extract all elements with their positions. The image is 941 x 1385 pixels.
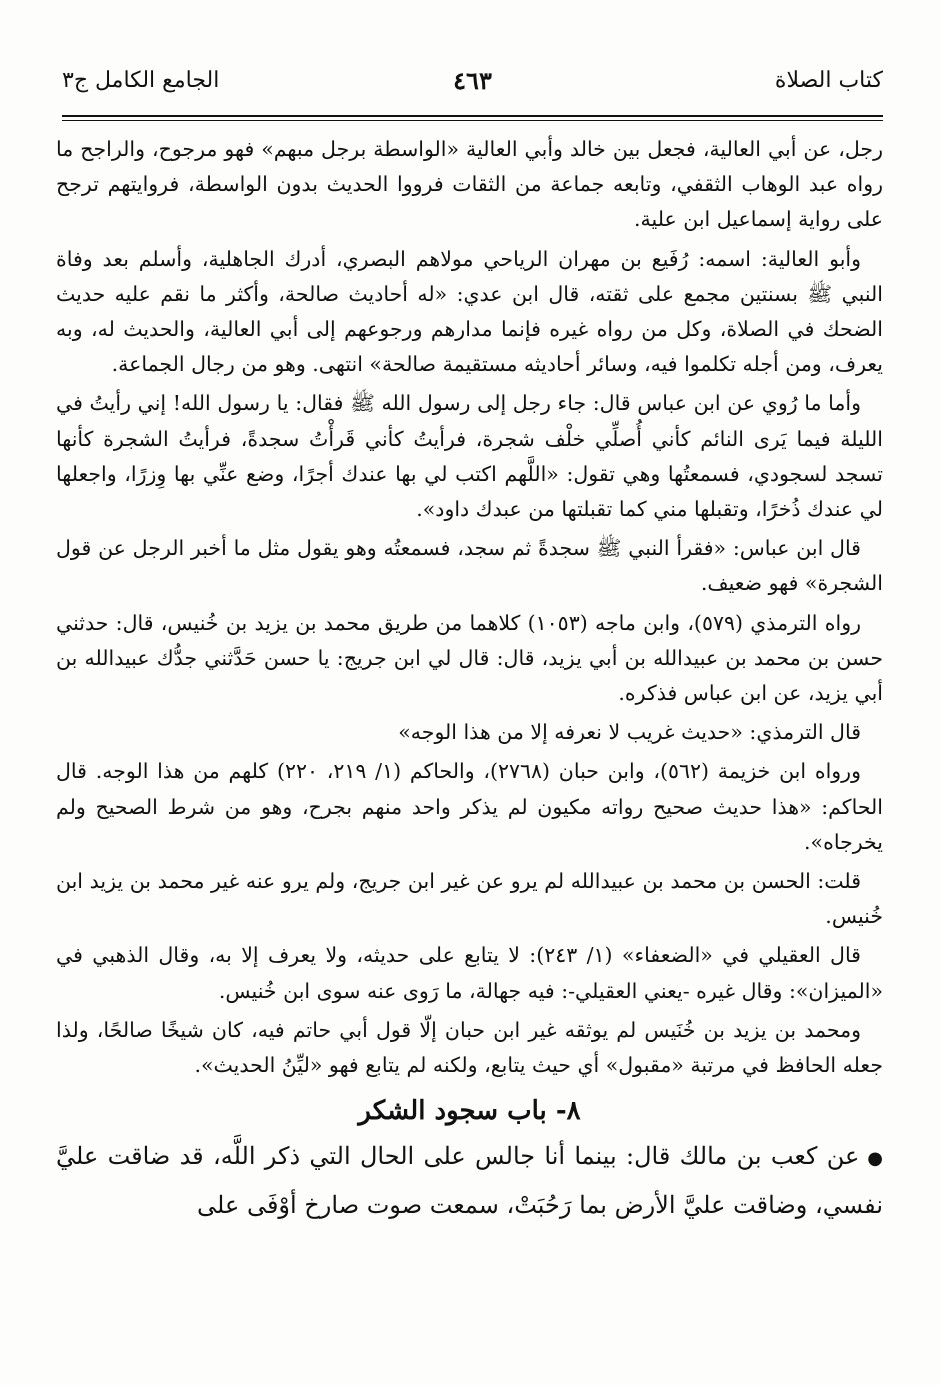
page-body [56,132,883,1232]
paragraph: قلت: الحسن بن محمد بن عبيدالله لم يرو عن غير ابن جريج، ولم يرو عنه غير محمد بن يزيد ابن خُنيس. [56,869,883,929]
header-section-title: كتاب الصلاة [774,68,883,93]
bullet-icon: ● [867,1148,883,1170]
page-number: ٤٦٣ [453,66,492,95]
paragraph: قال ابن عباس: «فقرأ النبي ﷺ سجدةً ثم سجد، فسمعتُه وهو يقول مثل ما أخبر الرجل عن قول الشجرة» فهو ضعيف. [56,536,883,596]
paragraph: رجل، عن أبي العالية، فجعل بين خالد وأبي العالية «الواسطة برجل مبهم» فهو مرجوح، والراجح ما رواه عبد الوهاب الثقفي، وتابعه جماعة من الثقات فرووا الحديث بدون الواسطة، فروايتهم ترجح على رواية إسماعيل ابن علية. [56,137,883,232]
hadith-text: عن كعب بن مالك قال: بينما أنا جالس على الحال التي ذكر اللَّه، قد ضاقت عليَّ نفسي، وضاقت عليَّ الأرض بما رَحُبَتْ، سمعت صوت صارخ أوْفَى على [56,1142,883,1220]
hadith-paragraph [56,1133,883,1228]
paragraph: وأبو العالية: اسمه: رُفَيع بن مهران الرياحي مولاهم البصري، أدرك الجاهلية، وأسلم بعد وفاة النبي ﷺ بسنتين مجمع على ثقته، قال ابن عدي: «له أحاديث صالحة، وأكثر ما نقم عليه حديث الضحك في الصلاة، وكل من رواه غيره فإنما مدارهم ورجوعهم إلى أبي العالية، والحديث له، وبه يعرف، ومن أجله تكلموا فيه، وسائر أحاديثه مستقيمة صالحة» انتهى. وهو من رجال الجماعة. [56,246,883,377]
paragraph: ومحمد بن يزيد بن خُنَيس لم يوثقه غير ابن حبان إلّا قول أبي حاتم فيه، كان شيخًا صالحًا، ولذا جعله الحافظ في مرتبة «مقبول» أي حيث يتابع، ولكنه لم يتابع فهو «ليِّنُ الحديث». [56,1017,883,1078]
page-header [62,62,883,110]
paragraph: قال العقيلي في «الضعفاء» (١/ ٢٤٣): لا يتابع على حديثه، ولا يعرف إلا به، وقال الذهبي في «الميزان»: وقال غيره -يعني العقيلي-: فيه جهالة، ما رَوى عنه سوى ابن خُنيس. [56,943,883,1003]
paragraph: ورواه ابن خزيمة (٥٦٢)، وابن حبان (٢٧٦٨)، والحاكم (١/ ٢١٩، ٢٢٠) كلهم من هذا الوجه. قال الحاكم: «هذا حديث صحيح رواته مكيون لم يذكر واحد منهم بجرح، وهو من شرط الصحيح ولم يخرجاه». [56,759,883,854]
header-book-title: الجامع الكامل ج٣ [62,68,220,93]
paragraph: رواه الترمذي (٥٧٩)، وابن ماجه (١٠٥٣) كلاهما من طريق محمد بن يزيد بن خُنيس، قال: حدثني حسن بن محمد بن عبيدالله بن أبي يزيد، قال: قال لي ابن جريج: يا حسن حَدَّثني جدُّك عبيدالله بن أبي يزيد، عن ابن عباس فذكره. [56,610,883,706]
paragraph: قال الترمذي: «حديث غريب لا نعرفه إلا من هذا الوجه» [398,720,861,745]
paragraph: وأما ما رُوي عن ابن عباس قال: جاء رجل إلى رسول الله ﷺ فقال: يا رسول الله! إني رأيتُ في الليلة فيما يَرى النائم كأني أُصلِّي خلْف شجرة، فرأيتُ كأني قَرأْتُ سجدةً، فرأيتُ الشجرة كأنها تسجد لسجودي، فسمعتُها وهي تقول: «اللَّهم اكتب لي بها عندك أجرًا، وضع عنِّي بها وِزرًا، واجعلها لي عندك ذُخرًا، وتقبلها مني كما تقبلتها من عبدك داود». [56,391,883,522]
chapter-title: ٨- باب سجود الشكر [358,1096,581,1127]
header-rule-thick [62,115,883,117]
header-rule-thin [62,120,883,121]
